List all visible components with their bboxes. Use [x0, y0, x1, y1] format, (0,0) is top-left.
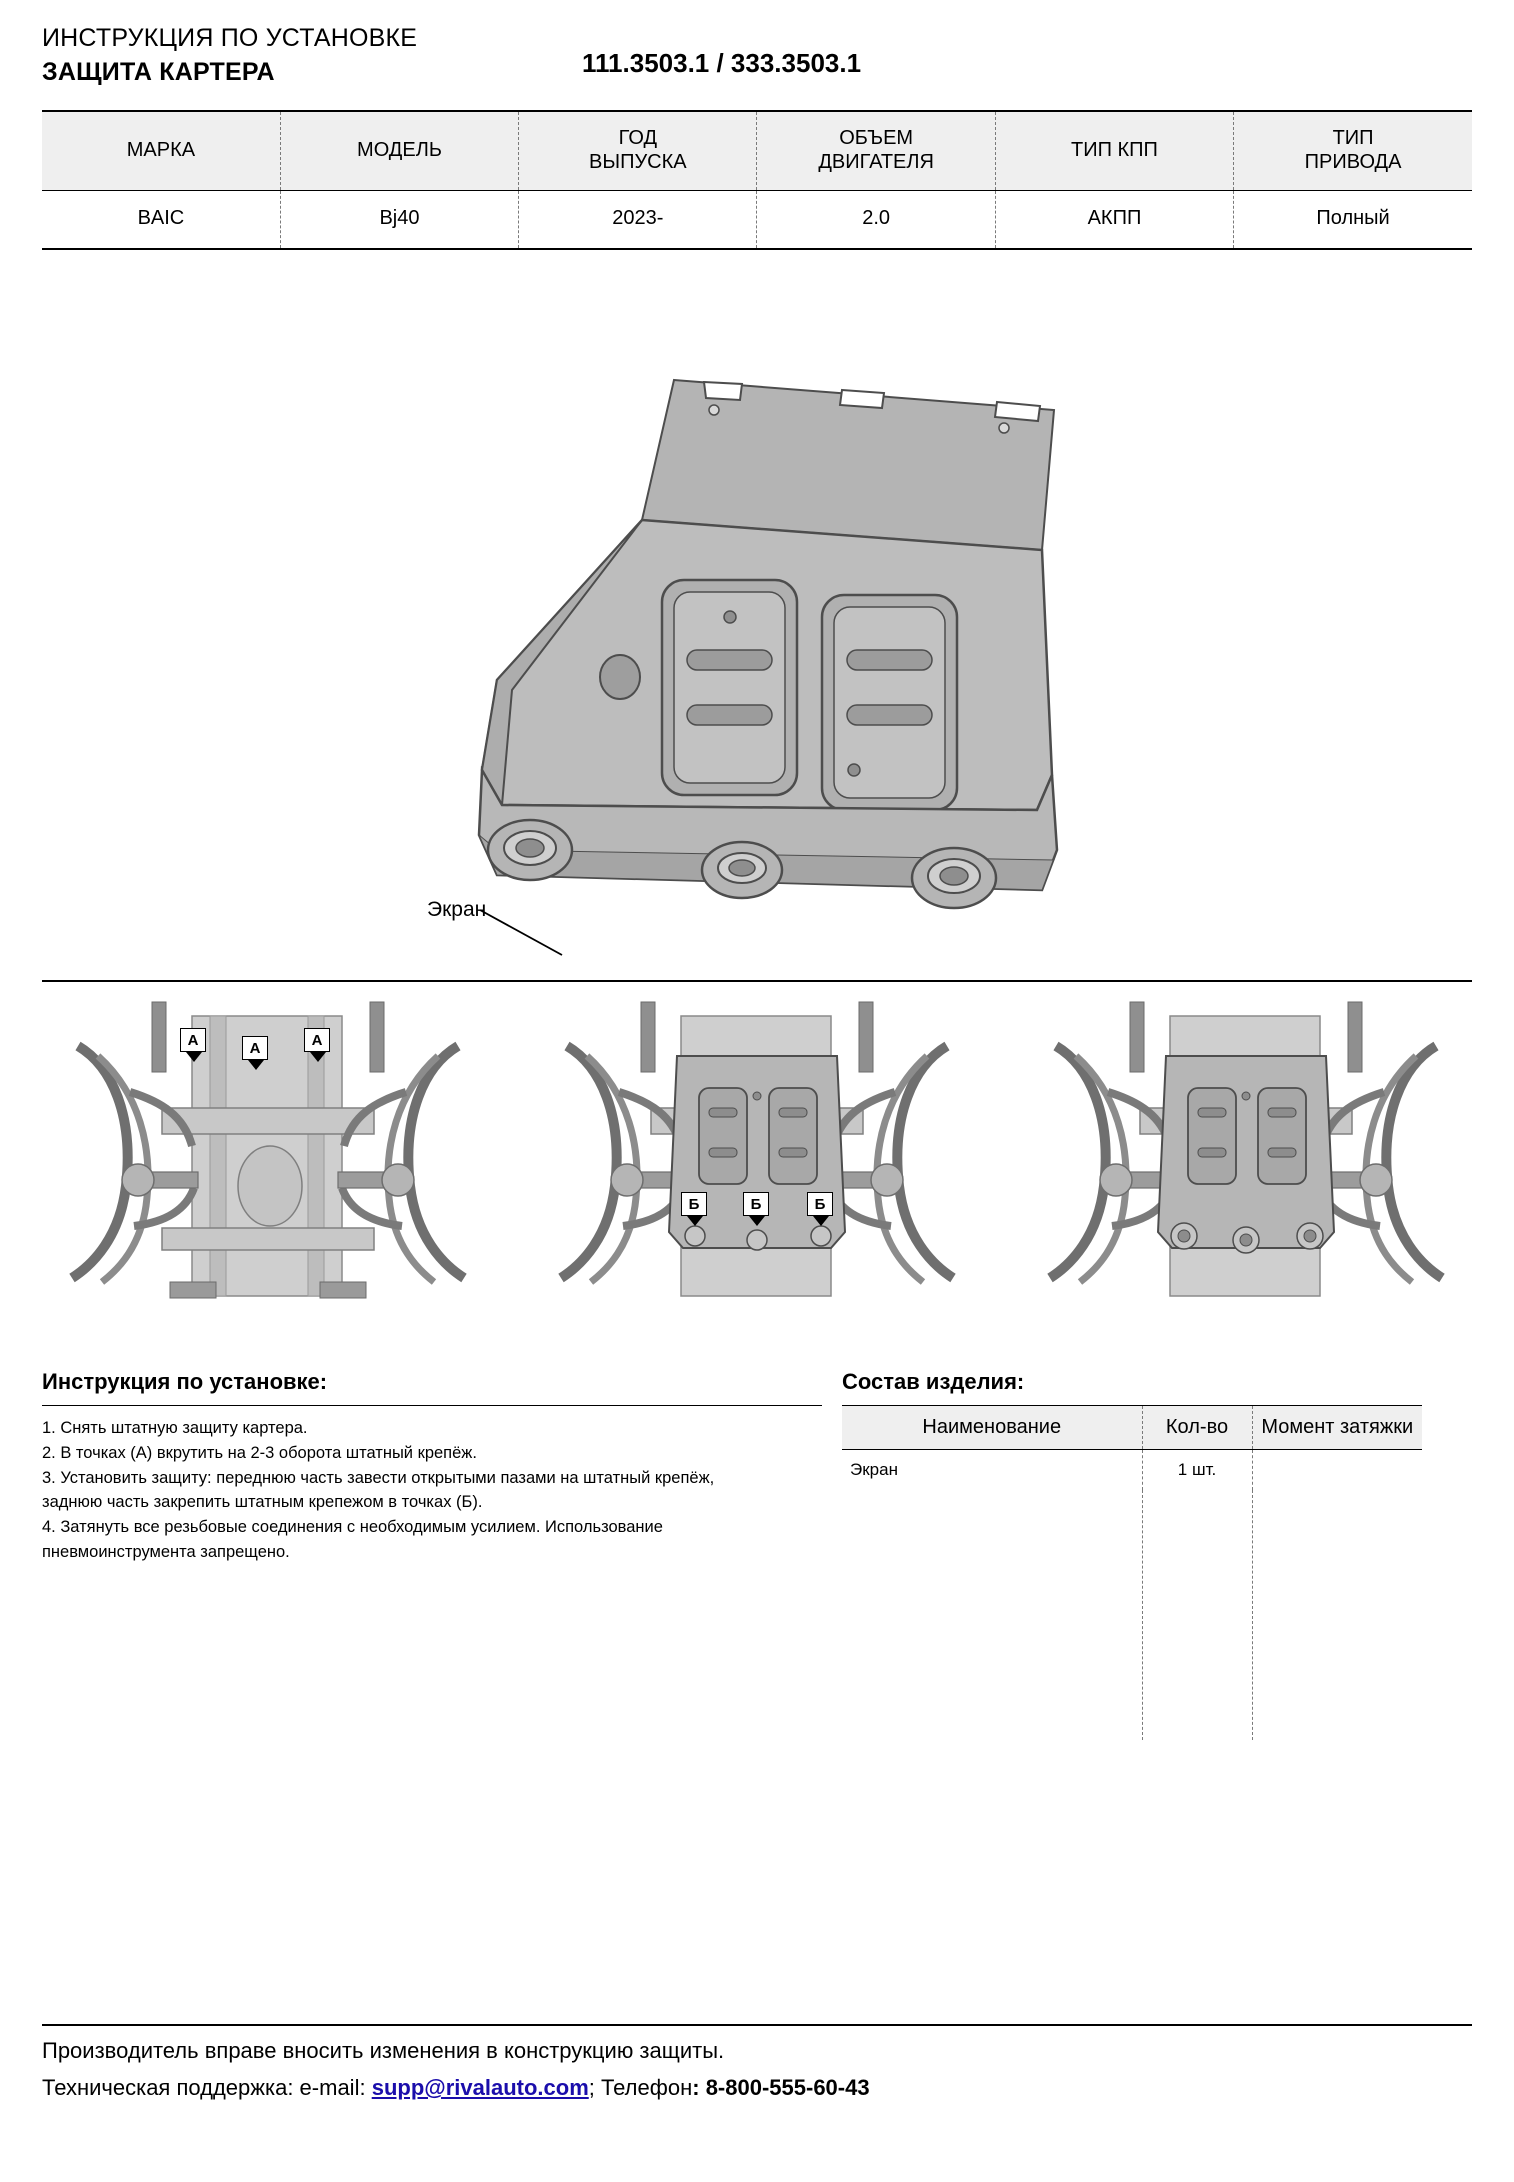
- composition-row: [842, 1450, 1422, 1491]
- photo-step-3: [1020, 996, 1472, 1334]
- spec-value-transmission: АКПП: [995, 191, 1233, 249]
- instruction-line-4: заднюю часть закрепить штатным крепежом в точках (Б).: [42, 1493, 483, 1512]
- marker-b-1: Б: [681, 1192, 709, 1226]
- skid-plate-illustration: [42, 250, 1472, 970]
- marker-arrow-icon: [186, 1052, 202, 1062]
- marker-arrow-icon: [310, 1052, 326, 1062]
- composition-header-row: [842, 1406, 1422, 1450]
- marker-arrow-icon: [813, 1216, 829, 1226]
- marker-a-3: А: [304, 1028, 332, 1062]
- spec-data-row: [42, 191, 1472, 249]
- footer-note: Производитель вправе вносить изменения в конструкцию защиты.: [42, 2038, 725, 2064]
- instruction-line-1: 1. Снять штатную защиту картера.: [42, 1419, 308, 1437]
- instruction-line-3: 3. Установить защиту: переднюю часть завести открытыми пазами на штатный крепёж,: [42, 1468, 715, 1487]
- marker-a-1: А: [180, 1028, 208, 1062]
- marker-arrow-icon: [248, 1060, 264, 1070]
- spec-header-row: [42, 112, 1472, 191]
- photo-step-1: [42, 996, 494, 1334]
- marker-arrow-icon: [687, 1216, 703, 1226]
- marker-b-2: Б: [743, 1192, 771, 1226]
- instruction-line-6: пневмоинструмента запрещено.: [42, 1542, 290, 1561]
- composition-empty-row: [842, 1490, 1422, 1740]
- instructions-title: Инструкция по установке:: [42, 1369, 328, 1394]
- spec-header-model: МОДЕЛЬ: [280, 112, 518, 191]
- support-email-link[interactable]: supp@rivalauto.com: [371, 2075, 589, 2101]
- marker-b-3: Б: [807, 1192, 835, 1226]
- instruction-title: ИНСТРУКЦИЯ ПО УСТАНОВКЕ: [42, 24, 418, 52]
- document-footer: [42, 2024, 1472, 2110]
- spec-header-drive-type: ТИП ПРИВОДА: [1234, 112, 1472, 191]
- photo-step-2: [531, 996, 983, 1334]
- footer-divider: [42, 2024, 1472, 2026]
- document-header: [42, 0, 1472, 110]
- composition-table: [842, 1405, 1422, 1740]
- spec-value-year: 2023-: [519, 191, 757, 249]
- composition-header-torque: Момент затяжки: [1252, 1406, 1422, 1450]
- instructions-divider: [42, 1405, 822, 1406]
- spec-value-drive-type: Полный: [1316, 207, 1390, 229]
- header-titles: [42, 22, 417, 90]
- composition-cell-name: Экран: [842, 1450, 1142, 1491]
- phone-label: ; Телефон: [588, 2075, 693, 2101]
- spec-header-year: ГОД ВЫПУСКА: [519, 112, 757, 191]
- spec-value-brand: BAIC: [42, 191, 280, 249]
- composition-cell-torque: [1252, 1450, 1422, 1491]
- instruction-line-2: 2. В точках (А) вкрутить на 2-3 оборота штатный крепёж.: [42, 1443, 477, 1462]
- spec-table-wrap: [42, 110, 1472, 250]
- composition-section: [842, 1369, 1422, 1740]
- support-label: Техническая поддержка: e-mail:: [42, 2075, 366, 2101]
- composition-empty-qty: [1142, 1490, 1252, 1740]
- composition-cell-qty: 1 шт.: [1142, 1450, 1252, 1491]
- support-phone: : 8-800-555-60-43: [692, 2075, 870, 2101]
- composition-title: Состав изделия:: [842, 1369, 1025, 1394]
- marker-a-2: А: [242, 1036, 270, 1070]
- installation-instructions: [42, 1369, 842, 1740]
- spec-header-brand: МАРКА: [42, 112, 280, 191]
- spec-value-engine-volume: 2.0: [757, 191, 995, 249]
- spec-header-engine-volume: ОБЪЕМ ДВИГАТЕЛЯ: [757, 112, 995, 191]
- composition-header-qty: Кол-во: [1142, 1406, 1252, 1450]
- marker-arrow-icon: [749, 1216, 765, 1226]
- installation-photos: [42, 982, 1472, 1351]
- photo-3-plate-final: [1020, 996, 1472, 1334]
- spec-header-transmission: ТИП КПП: [995, 112, 1233, 191]
- callout-ekran-label: Экран: [427, 898, 487, 921]
- product-code: 111.3503.1 / 333.3503.1: [582, 48, 862, 78]
- spec-value-model: Bj40: [280, 191, 518, 249]
- product-title: ЗАЩИТА КАРТЕРА: [42, 57, 275, 86]
- spec-table: [42, 112, 1472, 248]
- bottom-section: [42, 1369, 1472, 1740]
- composition-header-name: Наименование: [842, 1406, 1142, 1450]
- product-drawing: [42, 250, 1472, 980]
- composition-empty-torque: [1252, 1490, 1422, 1740]
- photo-2-plate-installed: [531, 996, 983, 1334]
- composition-empty-name: [842, 1490, 1142, 1740]
- instruction-line-5: 4. Затянуть все резьбовые соединения с необходимым усилием. Использование: [42, 1518, 663, 1536]
- footer-contacts: [42, 2073, 1472, 2104]
